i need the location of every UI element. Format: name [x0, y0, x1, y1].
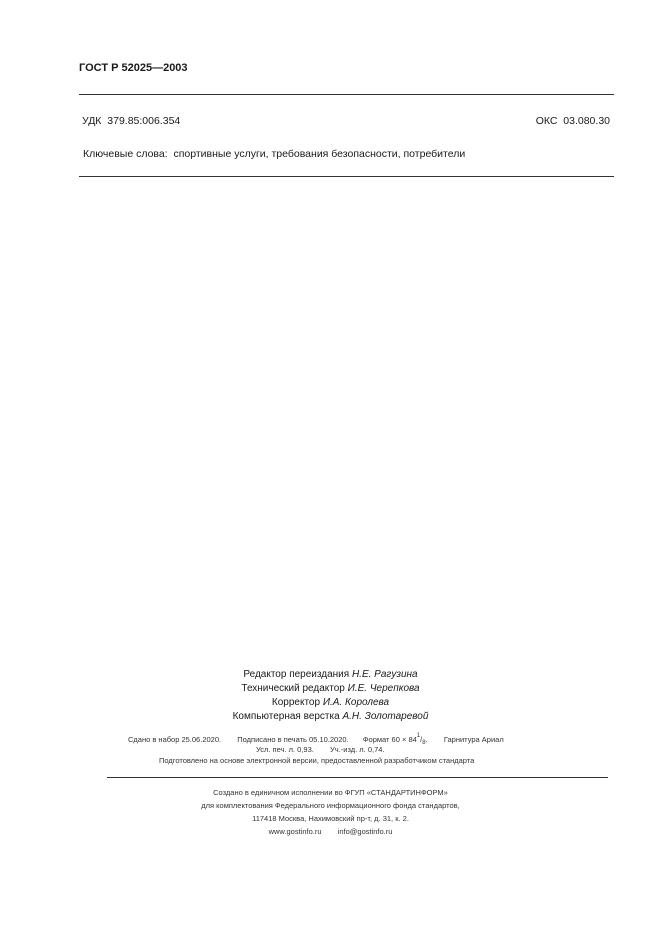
credit-name: И.А. Королева [322, 697, 390, 708]
prepared-note: Подготовлено на основе электронной версии, предоставленной разработчиком стандарта [159, 756, 475, 765]
format-info: Формат $60 \times 84^1/_8$. [362, 733, 428, 746]
credit-name: И.Е. Черепкова [347, 683, 420, 694]
credit-role: Технический редактор [241, 683, 345, 694]
publisher-line2: для комплектования Федерального информационного фонда стандартов, [201, 801, 460, 810]
credit-layout [0, 710, 661, 724]
credit-corrector [0, 696, 661, 710]
publisher-divider [107, 777, 608, 778]
font-info: Гарнитура Ариал [443, 735, 504, 744]
keywords-divider [79, 176, 614, 177]
keywords-line: Ключевые слова: спортивные услуги, требования безопасности, потребители [83, 148, 466, 160]
udk-code: УДК 379.85:006.354 [82, 115, 181, 127]
credit-name: А.Н. Золотаревой [342, 711, 429, 722]
credit-editor [0, 668, 661, 682]
publisher-address: 117418 Москва, Нахимовский пр-т, д. 31, к. 2. [252, 814, 409, 823]
credit-tech-editor [0, 682, 661, 696]
credit-role: Корректор [271, 697, 321, 708]
top-divider [79, 94, 614, 95]
publisher-line1: Создано в единичном исполнении во ФГУП «СТАНДАРТИНФОРМ» [213, 788, 448, 797]
oks-code: ОКС 03.080.30 [535, 115, 610, 127]
print-info-line1 [128, 735, 504, 744]
credits-block [0, 668, 661, 724]
credit-role: Редактор переиздания [243, 669, 350, 680]
print-sheets: Усл. печ. л. 0,93. [256, 745, 314, 754]
credit-role: Компьютерная верстка [232, 711, 340, 722]
email-link[interactable]: info@gostinfo.ru [337, 827, 393, 836]
publisher-block [0, 786, 661, 838]
publisher-contacts [0, 825, 661, 838]
credit-name: Н.Е. Рагузина [351, 669, 418, 680]
publication-sheets: Уч.-изд. л. 0,74. [330, 745, 385, 754]
document-code: ГОСТ Р 52025—2003 [79, 62, 188, 74]
sent-date: Сдано в набор 25.06.2020. [128, 735, 222, 744]
website-link[interactable]: www.gostinfo.ru [268, 827, 322, 836]
print-info-line2 [256, 745, 385, 754]
signed-date: Подписано в печать 05.10.2020. [237, 735, 349, 744]
